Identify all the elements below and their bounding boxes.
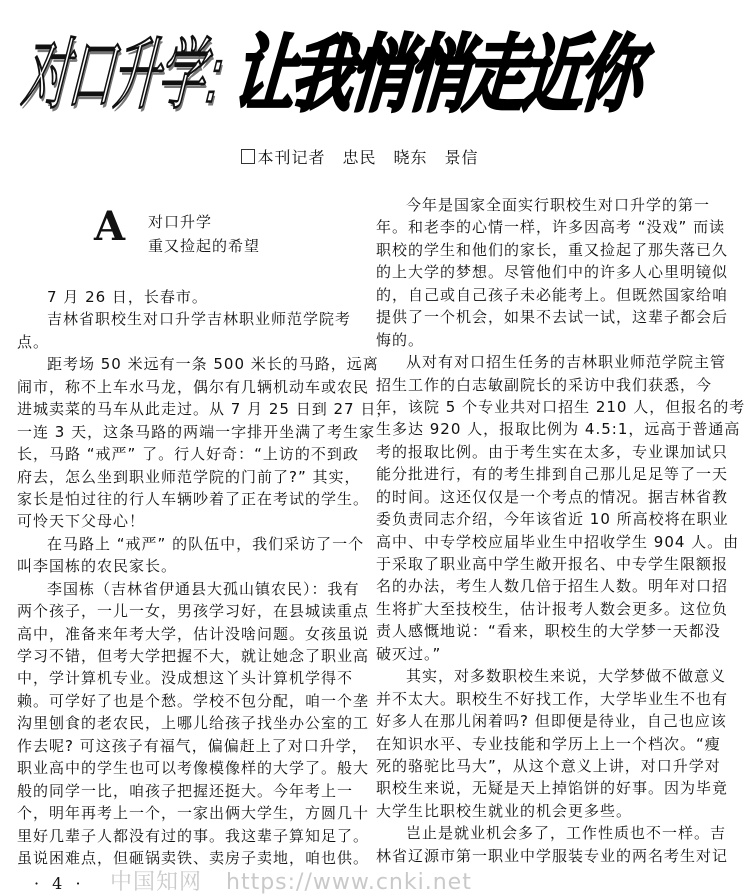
text-line: 林省辽源市第一职业中学服装专业的两名考生对记 xyxy=(376,846,729,865)
page-number: · 4 · xyxy=(34,874,85,893)
text-line: 于采取了职业高中学生敞开报名、中专学生限额报 xyxy=(376,555,729,573)
text-line: 距考场 50 米远有一条 500 米长的马路，远离 xyxy=(47,355,379,374)
text-line: 岂止是就业机会多了，工作性质也不一样。吉 xyxy=(406,824,727,843)
text-line: 其实，对多数职校生来说，大学梦做不做意义 xyxy=(406,667,727,686)
text-line: 两个孩子，一儿一女，男孩学习好，在县城读重点 xyxy=(17,602,370,621)
watermark-name: 中国知网 xyxy=(110,870,203,895)
text-line: 一连 3 天，这条马路的两端一字排开坐满了考生家 xyxy=(17,422,376,441)
section-heading xyxy=(148,210,260,258)
text-line: 职业高中的学生也可以考像模像样的大学了。般大 xyxy=(17,759,370,778)
text-line: 职校生来说，无疑是天上掉馅饼的好事。因为毕竟 xyxy=(376,779,729,798)
text-line: 死的骆驼比马大”，从这个意义上讲，对口升学对 xyxy=(376,756,721,775)
text-line: 作去呢? 可这孩子有福气，偏偏赶上了对口升学， xyxy=(17,736,368,755)
text-line: 生多达 920 人，报取比例为 4.5:1，远高于普通高 xyxy=(376,420,741,439)
title-part-outline: 对口升学: xyxy=(15,30,234,121)
paragraph xyxy=(17,308,352,353)
text-line: 年。和老李的心情一样，许多因高考 “没戏” 而读 xyxy=(376,218,726,237)
text-line: 年，该院 5 个专业共对口招生 210 人，但报名的考 xyxy=(376,397,745,416)
text-line: 考的报取比例。由于考生实在太多，专业课加试只 xyxy=(376,442,729,461)
text-line: 招生工作的白志敏副院长的采访中我们获悉，今 xyxy=(376,375,713,394)
text-line: 点。 xyxy=(17,332,50,351)
left-column xyxy=(17,286,393,869)
text-line: 虽说困难点，但砸锅卖铁、卖房子卖地，咱也供。 xyxy=(17,848,370,867)
text-line: 从对有对口招生任务的吉林职业师范学院主管 xyxy=(406,353,727,372)
text-line: 的上大学的梦想。尽管他们中的许多人心里明镜似 xyxy=(376,263,729,282)
paragraph xyxy=(17,286,345,308)
text-line: 沟里刨食的老农民，上哪儿给孩子找坐办公室的工 xyxy=(17,714,370,733)
text-line: 今年是国家全面实行职校生对口升学的第一 xyxy=(406,196,711,214)
byline xyxy=(0,145,720,168)
text-line: 好多人在那儿闲着吗? 但即便是待业，自己也应该 xyxy=(376,712,727,731)
watermark xyxy=(110,871,496,894)
text-line: 职校的学生和他们的家长，重又捡起了那失落已久 xyxy=(376,240,729,259)
square-bullet-icon xyxy=(241,149,255,164)
section-heading-line: 重又捡起的希望 xyxy=(148,237,261,255)
text-line: 李国栋（吉林省伊通县大孤山镇农民）：我有 xyxy=(47,579,360,598)
text-line: 破灭过。” xyxy=(376,644,442,663)
text-line: 能分批进行，有的考生排到自己那儿足足等了一天 xyxy=(376,465,729,484)
text-line: 吉林省职校生对口升学吉林职业师范学院考 xyxy=(47,310,352,329)
text-line: 高中、中专学校应届毕业生中招收学生 904 人。由 xyxy=(376,532,740,551)
text-line: 府去，怎么坐到职业师范学院的门前了?” 其实， xyxy=(17,467,361,486)
text-line: 可怜天下父母心！ xyxy=(17,512,146,531)
text-line: 的，自己或自己孩子未必能考上。但既然国家给咱 xyxy=(376,285,729,304)
text-line: 赖。可学好了也是个愁。学校不包分配，咱一个垄 xyxy=(17,691,370,710)
paragraph xyxy=(376,665,729,822)
byline-text: 本刊记者 忠民 晓东 景信 xyxy=(257,148,479,167)
text-line: 7 月 26 日，长春市。 xyxy=(47,288,208,306)
text-line: 名的办法，考生人数几倍于招生人数。明年对口招 xyxy=(376,577,729,596)
text-line: 般的同学一比，咱孩子把握还挺大。今年考上一 xyxy=(17,781,354,800)
paragraph xyxy=(376,351,745,665)
text-line: 责人感慨地说：“看来，职校生的大学梦一天都没 xyxy=(376,622,721,641)
section-letter: A xyxy=(94,203,126,250)
text-line: 生将扩大至技校生，估计报考人数会更多。这位负 xyxy=(376,599,729,618)
paragraph xyxy=(376,194,729,351)
text-line: 的时间。这还仅仅是一个考点的情况。据吉林省教 xyxy=(376,487,729,506)
text-line: 叫李国栋的农民家长。 xyxy=(17,557,178,576)
paragraph xyxy=(17,353,393,533)
text-line: 在知识水平、专业技能和学历上上一个档次。“瘦 xyxy=(376,734,721,753)
title-part-bold: 让我悄悄走近你 xyxy=(225,25,659,123)
text-line: 委负责同志介绍，今年该省近 10 所高校将在职业 xyxy=(376,510,729,529)
text-line: 并不太大。职校生不好找工作，大学毕业生不也有 xyxy=(376,689,729,708)
paragraph xyxy=(376,822,729,867)
paragraph xyxy=(17,578,370,870)
text-line: 中，学计算机专业。没成想这丫头计算机学得不 xyxy=(17,669,354,688)
text-line: 在马路上 “戒严” 的队伍中，我们采访了一个 xyxy=(47,534,365,553)
watermark-url: https://www.cnki.net xyxy=(226,870,472,895)
section-heading-line: 对口升学 xyxy=(148,213,213,231)
article-title xyxy=(15,25,688,128)
text-line: 闹市，称不上车水马龙，偶尔有几辆机动车或农民 xyxy=(17,377,370,396)
text-line: 个，明年再考上一个，一家出俩大学生，方圆几十 xyxy=(17,804,370,823)
right-column xyxy=(376,194,745,867)
text-line: 长，马路 “戒严” 了。行人好奇：“上访的不到政 xyxy=(17,445,359,464)
text-line: 大学生比职校生就业的机会更多些。 xyxy=(376,801,633,820)
text-line: 悔的。 xyxy=(376,330,425,349)
text-line: 高中，准备来年考大学，估计没啥问题。女孩虽说 xyxy=(17,624,370,643)
text-line: 提供了一个机会，如果不去试一试，这辈子都会后 xyxy=(376,308,729,327)
text-line: 里好几辈子人都没有过的事。我这辈子算知足了。 xyxy=(17,826,370,845)
paragraph xyxy=(17,533,365,578)
text-line: 学习不错，但考大学把握不大，就让她念了职业高 xyxy=(17,647,370,665)
text-line: 进城卖菜的马车从此走过。从 7 月 25 日到 27 日， xyxy=(17,400,393,419)
text-line: 家长是怕过往的行人车辆吵着了正在考试的学生。 xyxy=(17,489,370,508)
